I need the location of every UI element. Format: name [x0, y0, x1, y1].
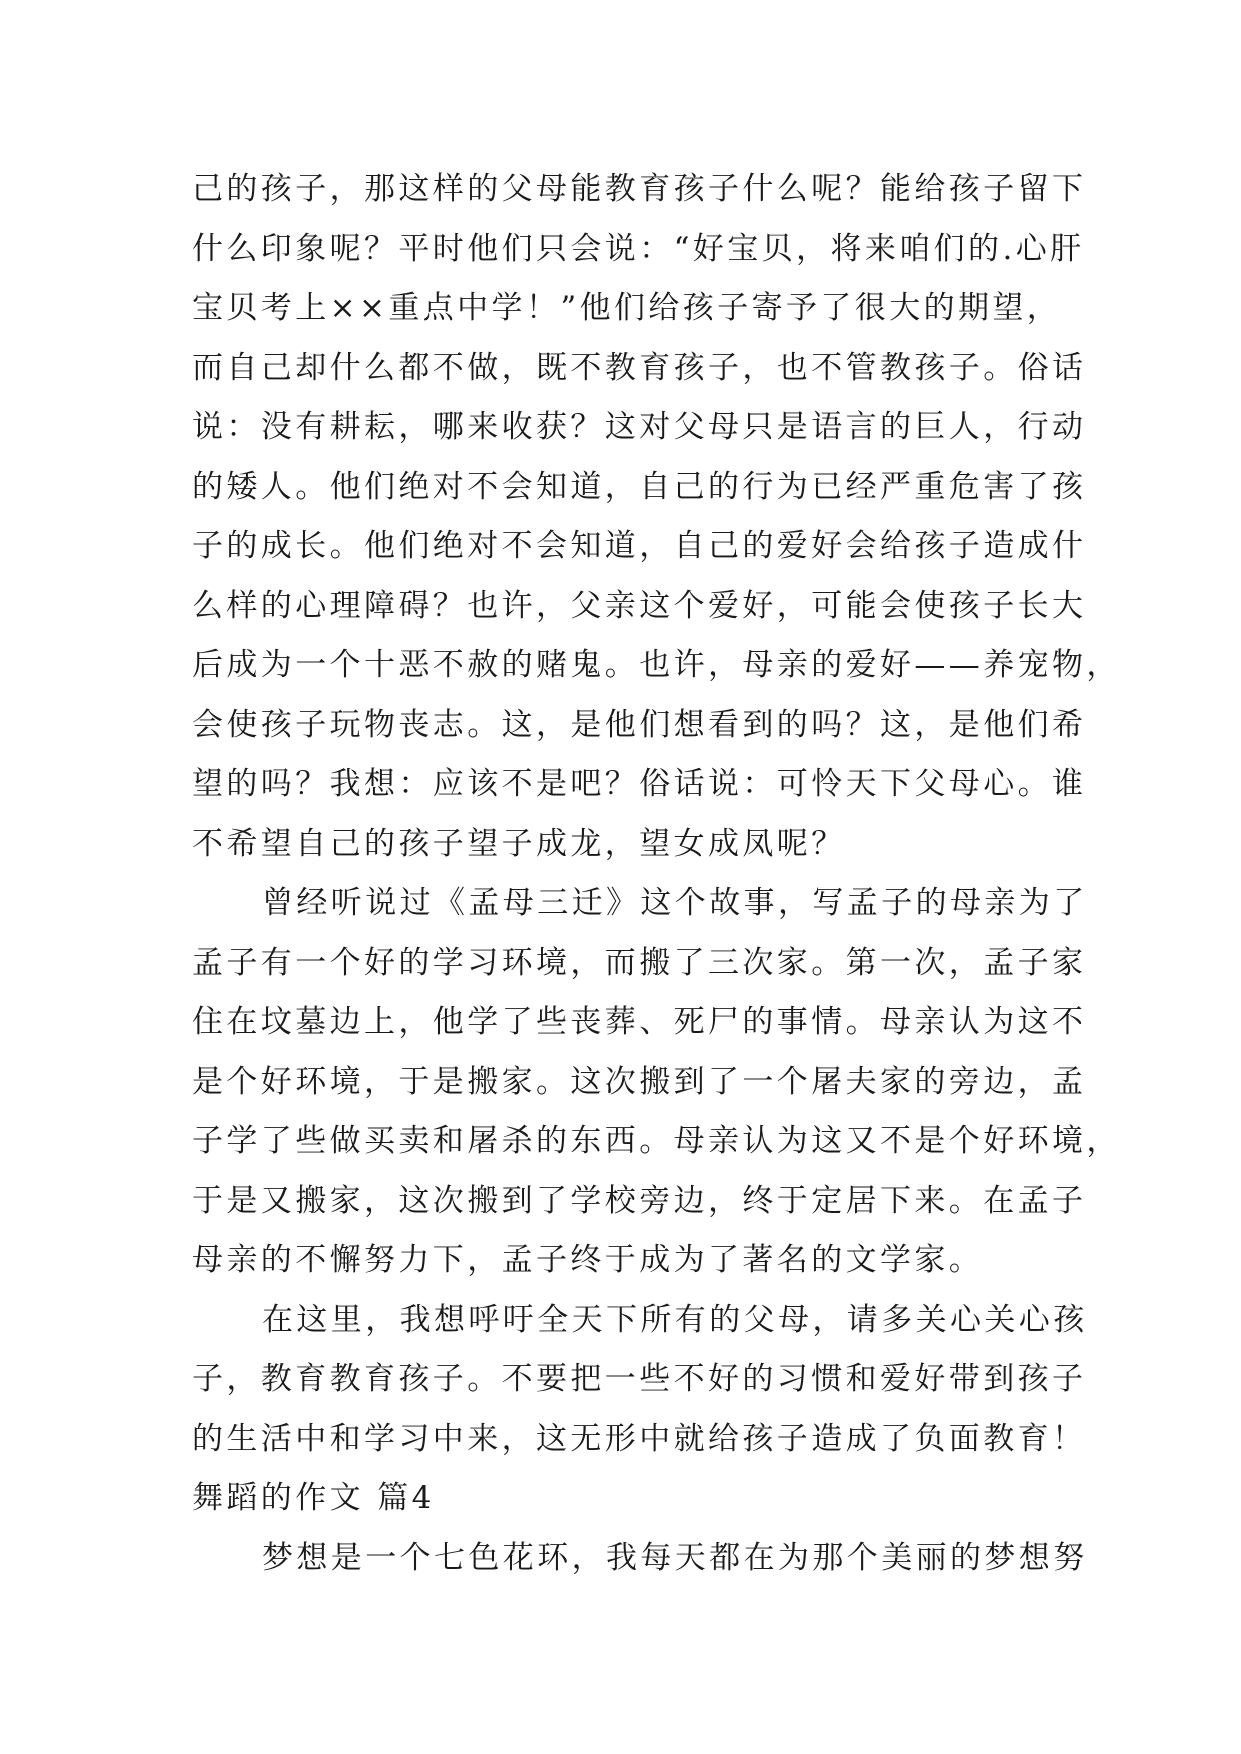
text-line: 会使孩子玩物丧志。这，是他们想看到的吗？这，是他们希 [192, 706, 1087, 743]
text-line: 母亲的不懈努力下，孟子终于成为了著名的文学家。 [192, 1242, 984, 1278]
text-line: 宝贝考上××重点中学！”他们给孩子寄予了很大的期望， [192, 290, 1062, 326]
document-body [192, 160, 1121, 1588]
text-line: 的生活中和学习中来，这无形中就给孩子造成了负面教育！ [192, 1420, 1087, 1457]
text-line: 望的吗？我想：应该不是吧？俗话说：可怜天下父母心。谁 [192, 766, 1087, 802]
text-line: 梦想是一个七色花环，我每天都在为那个美丽的梦想努 [262, 1539, 1088, 1576]
text-line: 的矮人。他们绝对不会知道，自己的行为已经严重危害了孩 [192, 468, 1087, 505]
text-line: 己的孩子，那这样的父母能教育孩子什么呢？能给孩子留下 [192, 171, 1087, 207]
text-line: 说：没有耕耘，哪来收获？这对父母只是语言的巨人，行动 [192, 409, 1087, 445]
text-line: 孟子有一个好的学习环境，而搬了三次家。第一次，孟子家 [192, 944, 1087, 981]
text-line: 不希望自己的孩子望子成龙，望女成凤呢？ [192, 825, 846, 862]
text-line: 于是又搬家，这次搬到了学校旁边，终于定居下来。在孟子 [192, 1182, 1087, 1219]
text-line: 子学了些做买卖和屠杀的东西。母亲认为这又不是个好环境， [192, 1123, 1121, 1159]
text-line: 子的成长。他们绝对不会知道，自己的爱好会给孩子造成什 [192, 528, 1087, 564]
text-line: 曾经听说过《孟母三迁》这个故事，写孟子的母亲为了 [262, 885, 1088, 921]
text-line: 么样的心理障碍？也许，父亲这个爱好，可能会使孩子长大 [192, 587, 1087, 624]
text-line: 什么印象呢？平时他们只会说：“好宝贝，将来咱们的.心肝 [192, 230, 1085, 267]
text-line: 后成为一个十恶不赦的赌鬼。也许，母亲的爱好——养宠物， [192, 647, 1121, 683]
text-line: 而自己却什么都不做，既不教育孩子，也不管教孩子。俗话 [192, 349, 1087, 386]
text-line: 子，教育教育孩子。不要把一些不好的习惯和爱好带到孩子 [192, 1361, 1087, 1397]
text-line: 住在坟墓边上，他学了些丧葬、死尸的事情。母亲认为这不 [192, 1004, 1087, 1040]
text-line: 是个好环境，于是搬家。这次搬到了一个屠夫家的旁边，孟 [192, 1063, 1087, 1100]
text-line: 在这里，我想呼吁全天下所有的父母，请多关心关心孩 [262, 1301, 1088, 1338]
text-line: 舞蹈的作文 篇4 [192, 1480, 435, 1516]
